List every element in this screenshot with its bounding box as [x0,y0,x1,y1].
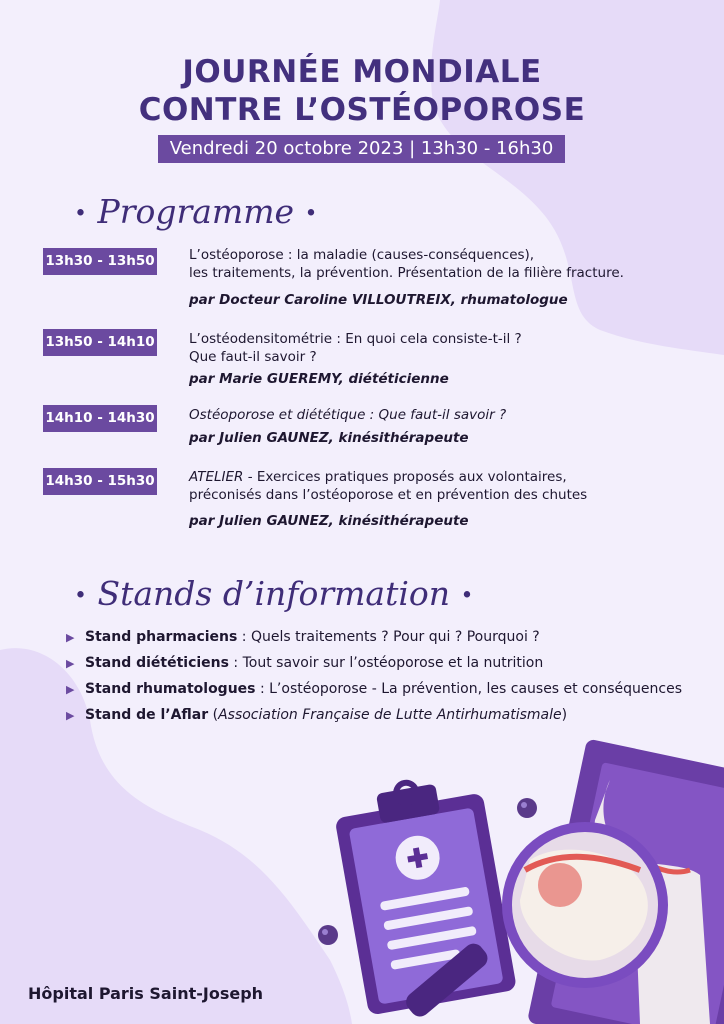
stands-list [66,628,682,732]
programme-speaker: par Julien GAUNEZ, kinésithérapeute [189,513,469,529]
programme-description: ATELIER - Exercices pratiques proposés aux volontaires, préconisés dans l’ostéoporose et en prévention des chutes [189,469,588,503]
page-title-line2: CONTRE L’OSTÉOPOROSE [138,92,586,128]
programme-description: L’ostéodensitométrie : En quoi cela consiste-t-il ? Que faut-il savoir ? [189,331,522,365]
clipboard-illustration [331,770,517,1016]
time-slot-badge: 13h50 - 14h10 [43,329,157,356]
hospital-name: Hôpital Paris Saint-Joseph [28,984,264,1003]
page-title-line1: JOURNÉE MONDIALE [182,54,542,90]
programme-speaker: par Docteur Caroline VILLOUTREIX, rhumatologue [189,292,568,308]
programme-speaker: par Julien GAUNEZ, kinésithérapeute [189,430,469,446]
time-slot-badge: 14h30 - 15h30 [43,468,157,495]
time-slot-badge: 14h10 - 14h30 [43,405,157,432]
triangle-bullet-icon: ▶ [66,631,75,644]
programme-description: L’ostéoporose : la maladie (causes-conséquences), les traitements, la prévention. Présentation de la filière fracture. [189,247,624,281]
list-item: ▶ Stand de l’Aflar (Association Française de Lutte Antirhumatismale) [66,707,568,723]
programme-heading: • Programme • [74,192,318,231]
list-item: ▶ Stand pharmaciens : Quels traitements ? Pour qui ? Pourquoi ? [66,629,540,645]
triangle-bullet-icon: ▶ [66,683,75,696]
stands-heading: • Stands d’information • [74,574,474,613]
programme-speaker: par Marie GUEREMY, diététicienne [189,371,449,387]
time-slot-badge: 13h30 - 13h50 [43,248,157,275]
triangle-bullet-icon: ▶ [66,709,75,722]
triangle-bullet-icon: ▶ [66,657,75,670]
decor-dot [318,925,338,945]
programme-description: Ostéoporose et diététique : Que faut-il savoir ? [189,407,507,423]
list-item: ▶ Stand diététiciens : Tout savoir sur l’ostéoporose et la nutrition [66,655,544,671]
list-item: ▶ Stand rhumatologues : L’ostéoporose - La prévention, les causes et conséquences [66,681,682,697]
decor-dot [517,798,537,818]
event-date-banner: Vendredi 20 octobre 2023 | 13h30 - 16h30 [158,135,565,163]
